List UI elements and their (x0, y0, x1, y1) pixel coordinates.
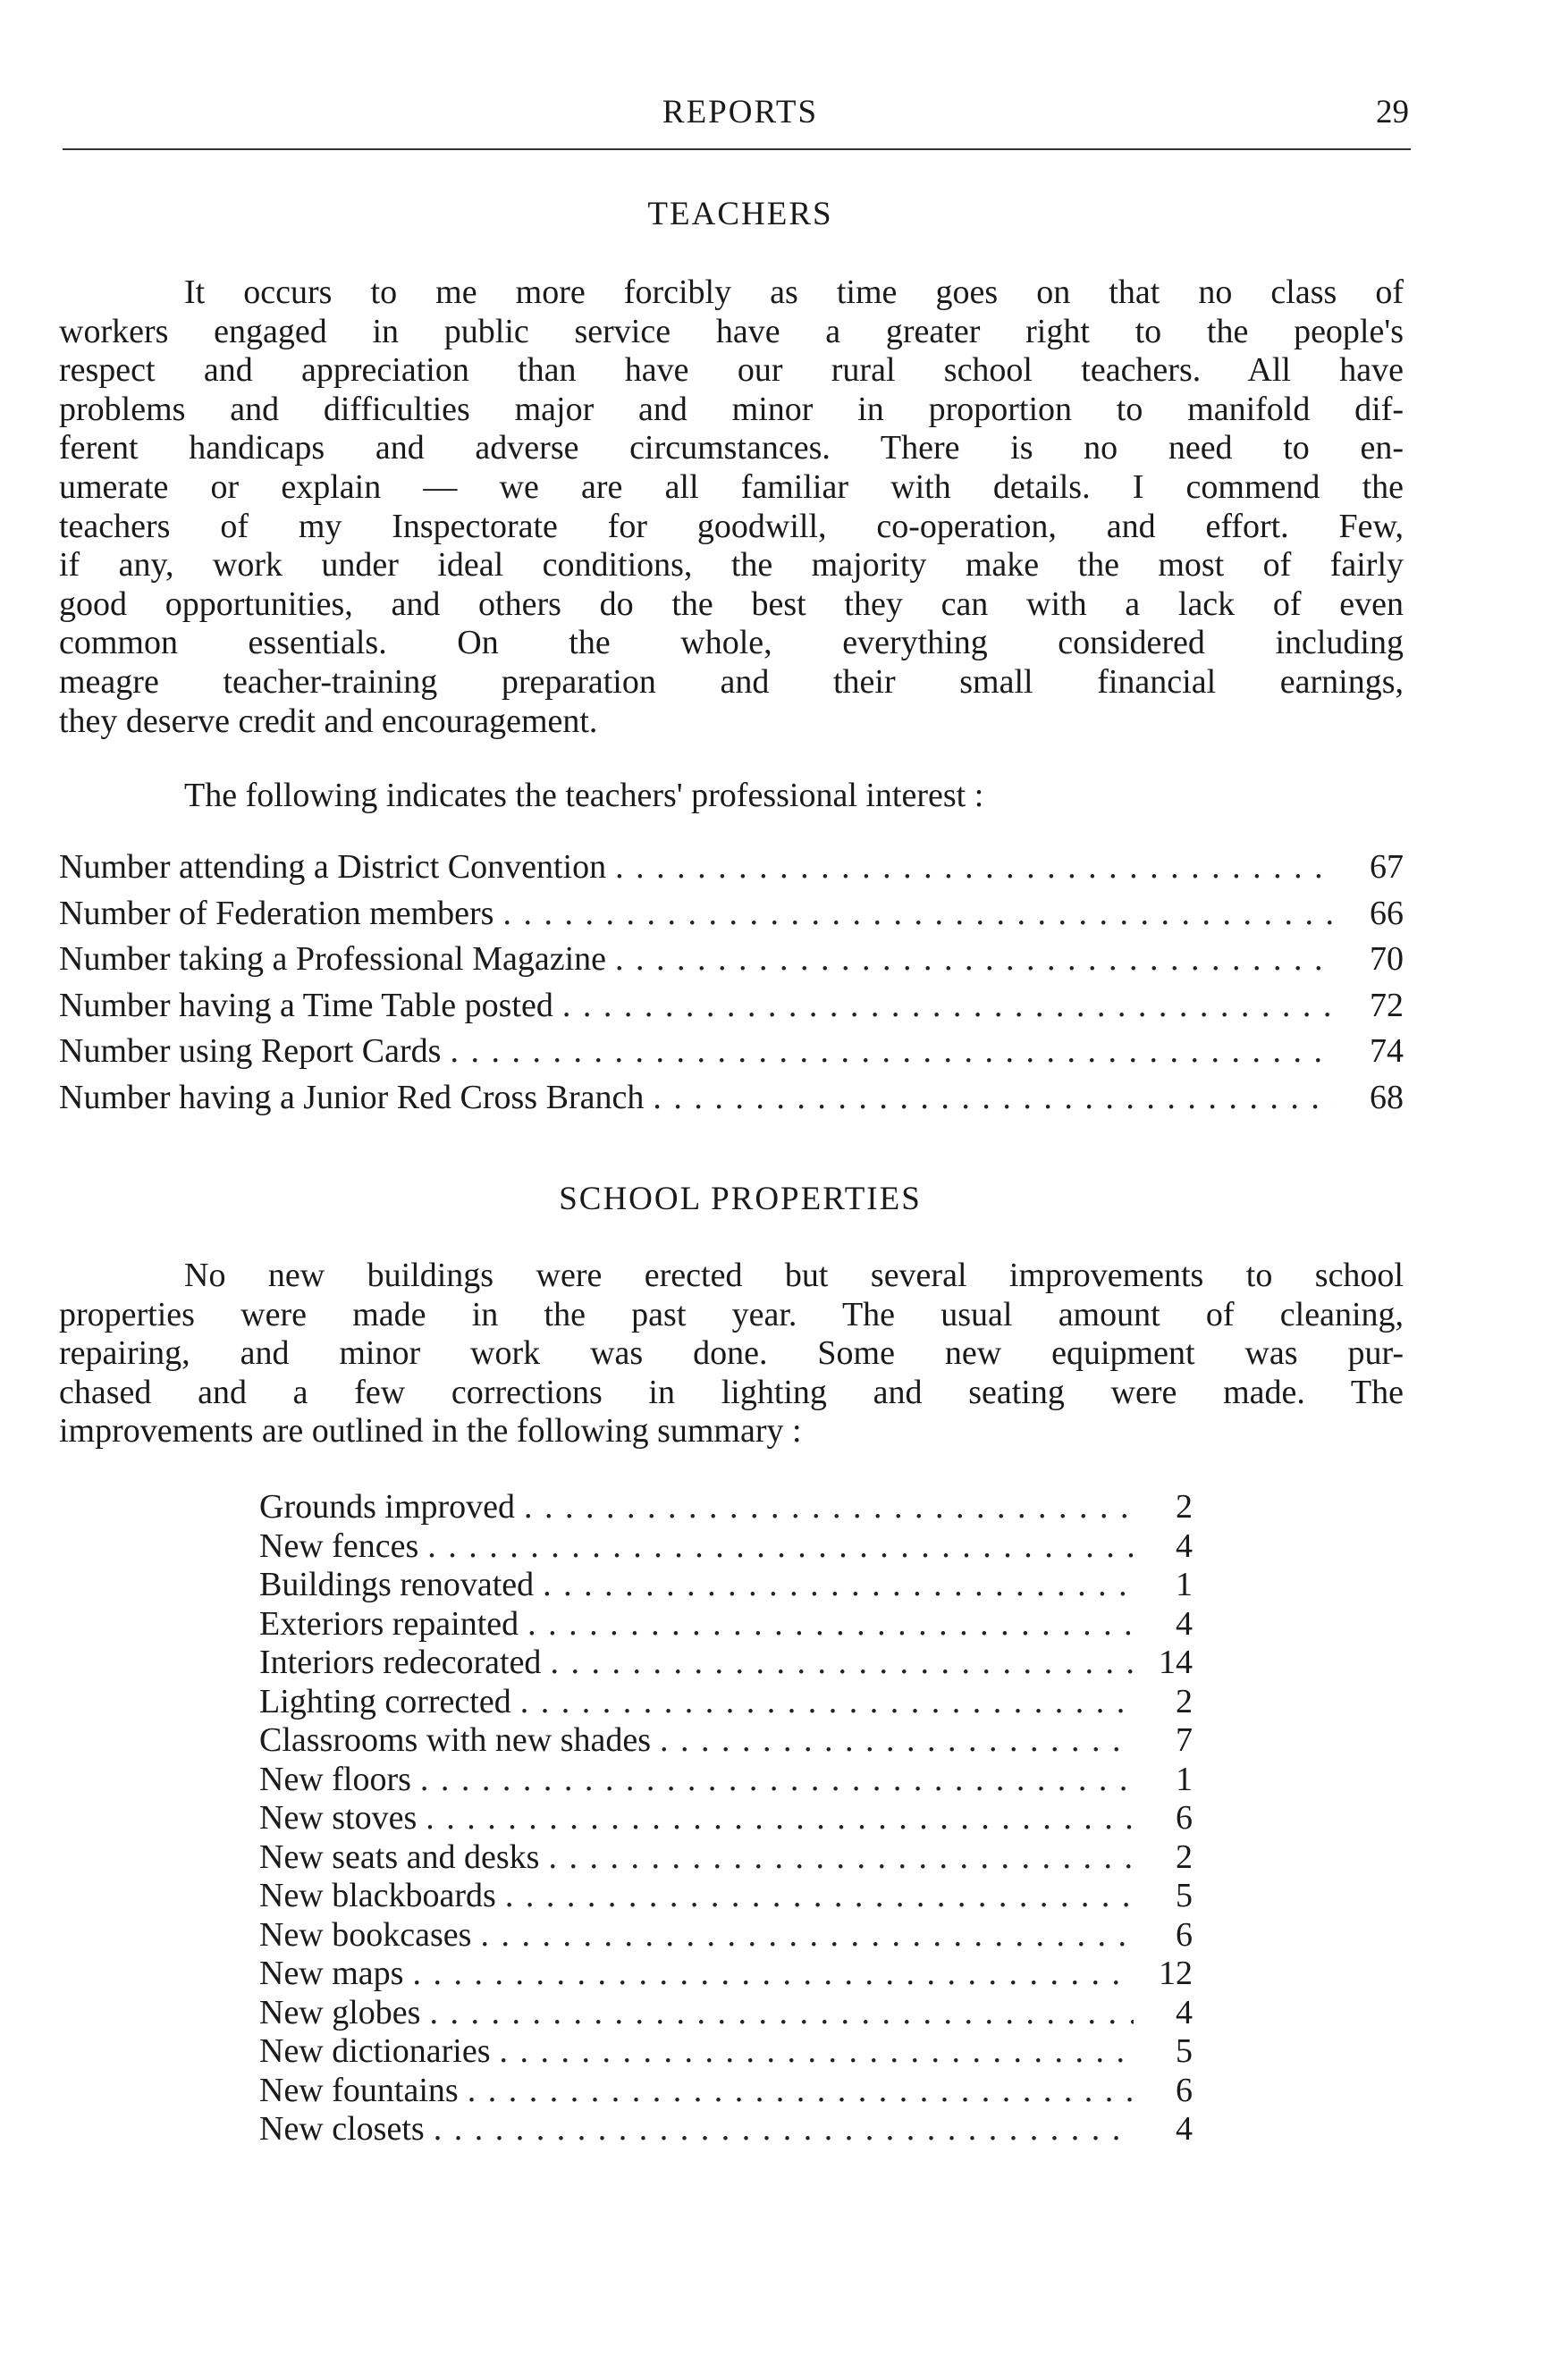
stat-label: Number using Report Cards (59, 1032, 442, 1071)
dot-leader (502, 894, 1334, 933)
summary-row (259, 1915, 1193, 1955)
summary-label: Exteriors repainted (259, 1604, 519, 1643)
paragraph-line: chased and a few corrections in lighting and seating were made. The (59, 1373, 1404, 1411)
summary-row (259, 1954, 1193, 1993)
improvements-summary-table (259, 1487, 1193, 2149)
stat-row (59, 894, 1404, 940)
dot-leader (480, 1915, 1134, 1955)
paragraph-line: repairing, and minor work was done. Some new equipment was pur- (59, 1334, 1404, 1373)
dot-leader (420, 1760, 1134, 1799)
stat-label: Number of Federation members (59, 894, 494, 932)
paragraph-line: properties were made in the past year. The usual amount of cleaning, (59, 1295, 1404, 1333)
page-number: 29 (1376, 94, 1409, 130)
paragraph-line: meagre teacher-training preparation and their small financial earnings, (59, 662, 1404, 701)
teacher-stats-table (59, 847, 1404, 1124)
dot-leader (543, 1565, 1134, 1604)
summary-label: New dictionaries (259, 2032, 491, 2070)
stat-row (59, 1078, 1404, 1124)
summary-value: 2 (1176, 1488, 1193, 1526)
summary-row (259, 1760, 1193, 1799)
dot-leader (615, 847, 1334, 887)
summary-label: New maps (259, 1955, 404, 1992)
summary-row (259, 2031, 1193, 2071)
summary-value: 4 (1176, 1526, 1193, 1565)
paragraph-line: common essentials. On the whole, everything considered including (59, 624, 1404, 662)
dot-leader (429, 1993, 1134, 2032)
summary-label: Buildings renovated (259, 1566, 535, 1603)
summary-value: 4 (1176, 1993, 1193, 2031)
paragraph-line: It occurs to me more forcibly as time goes on that no class of (184, 273, 1404, 311)
dot-leader (500, 2031, 1134, 2071)
teachers-paragraph (59, 273, 1404, 741)
paragraph-line: they deserve credit and encouragement. (59, 702, 598, 740)
summary-label: New fountains (259, 2071, 459, 2109)
paragraph-line: teachers of my Inspectorate for goodwill, co-operation, and effort. Few, (59, 507, 1404, 545)
summary-row (259, 1682, 1193, 1721)
stat-row (59, 986, 1404, 1032)
summary-label: New globes (259, 1993, 421, 2031)
stat-row (59, 939, 1404, 986)
summary-label: New floors (259, 1760, 411, 1798)
summary-value: 2 (1176, 1838, 1193, 1876)
summary-label: New bookcases (259, 1915, 472, 1954)
dot-leader (520, 1682, 1134, 1721)
summary-value: 4 (1176, 1604, 1193, 1643)
dot-leader (562, 986, 1334, 1025)
summary-row (259, 1993, 1193, 2032)
stat-value: 72 (1370, 986, 1404, 1024)
dot-leader (427, 1526, 1134, 1566)
summary-value: 1 (1176, 1566, 1193, 1603)
dot-leader (524, 1487, 1134, 1526)
summary-value: 4 (1176, 2110, 1193, 2148)
stats-intro: The following indicates the teachers' professional interest : (184, 777, 984, 814)
teachers-heading: TEACHERS (647, 196, 833, 232)
stat-label: Number having a Junior Red Cross Branch (59, 1078, 645, 1116)
paragraph-line: problems and difficulties major and minor in proportion to manifold dif- (59, 390, 1404, 428)
paragraph-line: umerate or explain — we are all familiar with details. I commend the (59, 467, 1404, 506)
summary-row (259, 1876, 1193, 1915)
summary-value: 6 (1176, 2071, 1193, 2109)
summary-row (259, 1487, 1193, 1526)
stat-label: Number attending a District Convention (59, 848, 607, 886)
summary-label: New stoves (259, 1799, 418, 1837)
summary-value: 6 (1176, 1915, 1193, 1954)
paragraph-line: respect and appreciation than have our rural school teachers. All have (59, 351, 1404, 390)
summary-value: 6 (1176, 1799, 1193, 1837)
stat-value: 67 (1370, 848, 1404, 886)
school-properties-paragraph (59, 1257, 1404, 1451)
summary-value: 14 (1159, 1644, 1193, 1681)
summary-row (259, 2109, 1193, 2149)
paragraph-line: improvements are outlined in the following summary : (59, 1412, 802, 1451)
summary-row (259, 1798, 1193, 1838)
stat-row (59, 1031, 1404, 1078)
dot-leader (434, 2109, 1134, 2149)
paragraph-line: good opportunities, and others do the best they can with a lack of even (59, 584, 1404, 623)
summary-label: Classrooms with new shades (259, 1721, 652, 1759)
stat-label: Number having a Time Table posted (59, 986, 553, 1024)
school-properties-heading: SCHOOL PROPERTIES (559, 1181, 922, 1217)
summary-label: New fences (259, 1526, 419, 1565)
summary-value: 5 (1176, 1877, 1193, 1914)
stat-label: Number taking a Professional Magazine (59, 940, 607, 979)
summary-label: Interiors redecorated (259, 1644, 542, 1681)
dot-leader (505, 1876, 1134, 1915)
dot-leader (527, 1604, 1134, 1644)
paragraph-line: No new buildings were erected but several improvements to school (184, 1257, 1404, 1294)
dot-leader (412, 1954, 1134, 1993)
dot-leader (615, 939, 1334, 979)
dot-leader (550, 1643, 1134, 1682)
summary-row (259, 1604, 1193, 1644)
summary-value: 2 (1176, 1682, 1193, 1720)
summary-value: 5 (1176, 2032, 1193, 2070)
paragraph-line: workers engaged in public service have a greater right to the people's (59, 312, 1404, 350)
stat-value: 74 (1370, 1032, 1404, 1071)
stat-row (59, 847, 1404, 894)
summary-row (259, 1838, 1193, 1877)
summary-row (259, 2071, 1193, 2110)
summary-value: 12 (1159, 1955, 1193, 1992)
stat-value: 70 (1370, 940, 1404, 979)
summary-row (259, 1526, 1193, 1566)
dot-leader (426, 1798, 1134, 1838)
summary-value: 1 (1176, 1760, 1193, 1798)
summary-label: Lighting corrected (259, 1682, 511, 1720)
dot-leader (450, 1031, 1334, 1071)
summary-label: New blackboards (259, 1877, 496, 1914)
summary-label: Grounds improved (259, 1488, 516, 1526)
dot-leader (653, 1078, 1334, 1117)
paragraph-line: ferent handicaps and adverse circumstances. There is no need to en- (59, 429, 1404, 467)
header-rule (63, 148, 1411, 150)
summary-value: 7 (1176, 1721, 1193, 1759)
paragraph-line: if any, work under ideal conditions, the majority make the most of fairly (59, 546, 1404, 584)
summary-row (259, 1720, 1193, 1760)
dot-leader (660, 1720, 1134, 1760)
summary-label: New seats and desks (259, 1838, 540, 1876)
summary-label: New closets (259, 2110, 425, 2148)
stat-value: 68 (1370, 1078, 1404, 1116)
dot-leader (468, 2071, 1134, 2110)
dot-leader (548, 1838, 1134, 1877)
stat-value: 66 (1370, 894, 1404, 932)
running-title: REPORTS (662, 94, 819, 130)
summary-row (259, 1565, 1193, 1604)
summary-row (259, 1643, 1193, 1682)
